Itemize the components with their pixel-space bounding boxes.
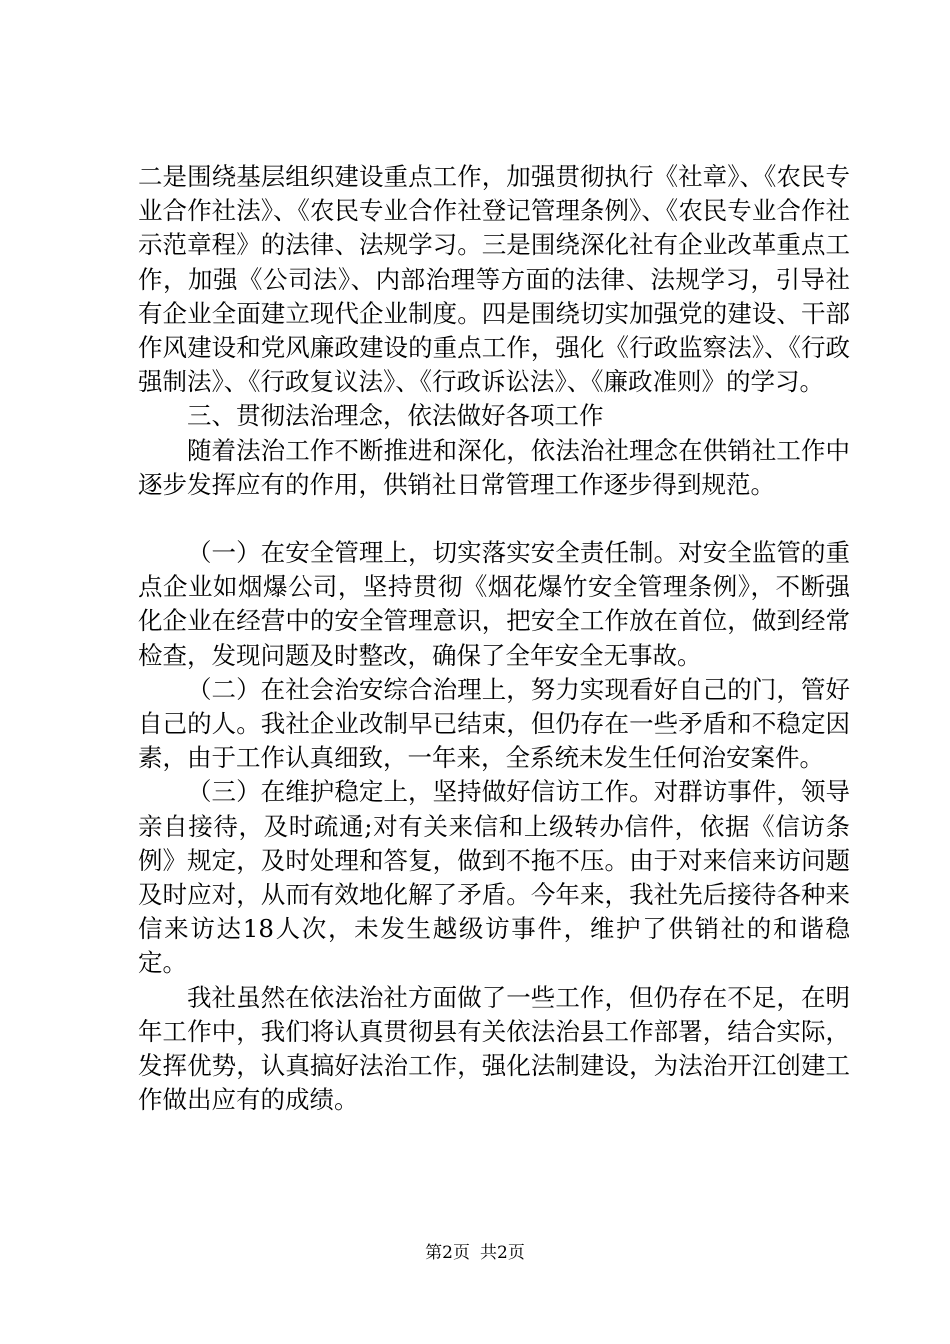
paragraph-rule-of-law-intro: 随着法治工作不断推进和深化，依法治社理念在供销社工作中逐步发挥应有的作用，供销社日常管理工作逐步得到规范。 xyxy=(138,435,850,499)
section-heading-three: 三、贯彻法治理念，依法做好各项工作 xyxy=(187,401,604,431)
document-body xyxy=(138,160,850,1117)
paragraph-public-security: （二）在社会治安综合治理上，努力实现看好自己的门，管好自己的人。我社企业改制早已结束，但仍存在一些矛盾和不稳定因素，由于工作认真细致，一年来，全系统未发生任何治安案件。 xyxy=(138,674,850,773)
paragraph-safety-management: （一）在安全管理上，切实落实安全责任制。对安全监管的重点企业如烟爆公司，坚持贯彻《烟花爆竹安全管理条例》，不断强化企业在经营中的安全管理意识，把安全工作放在首位，做到经常检查，发现问题及时整改，确保了全年安全无事故。 xyxy=(138,538,850,670)
paragraph-stability-petitions: （三）在维护稳定上，坚持做好信访工作。对群访事件，领导亲自接待，及时疏通;对有关来信和上级转办信件，依据《信访条例》规定，及时处理和答复，做到不拖不压。由于对来信来访问题及时应对，从而有效地化解了矛盾。今年来，我社先后接待各种来信来访达18人次，未发生越级访事件，维护了供销社的和谐稳定。 xyxy=(138,777,850,978)
paragraph-conclusion: 我社虽然在依法治社方面做了一些工作，但仍存在不足，在明年工作中，我们将认真贯彻县有关依法治县工作部署，结合实际，发挥优势，认真搞好法治工作，强化法制建设，为法治开江创建工作做出应有的成绩。 xyxy=(138,982,850,1115)
page-total: 共2页 xyxy=(480,1243,525,1263)
page-footer xyxy=(0,1242,950,1264)
page-number: 第2页 xyxy=(425,1243,470,1263)
paragraph-learning-topics: 二是围绕基层组织建设重点工作，加强贯彻执行《社章》、《农民专业合作社法》、《农民专业合作社登记管理条例》、《农民专业合作社示范章程》的法律、法规学习。三是围绕深化社有企业改革重点工作，加强《公司法》、内部治理等方面的法律、法规学习，引导社有企业全面建立现代企业制度。四是围绕切实加强党的建设、干部作风建设和党风廉政建设的重点工作，强化《行政监察法》、《行政强制法》、《行政复议法》、《行政诉讼法》、《廉政准则》的学习。 xyxy=(138,162,850,397)
